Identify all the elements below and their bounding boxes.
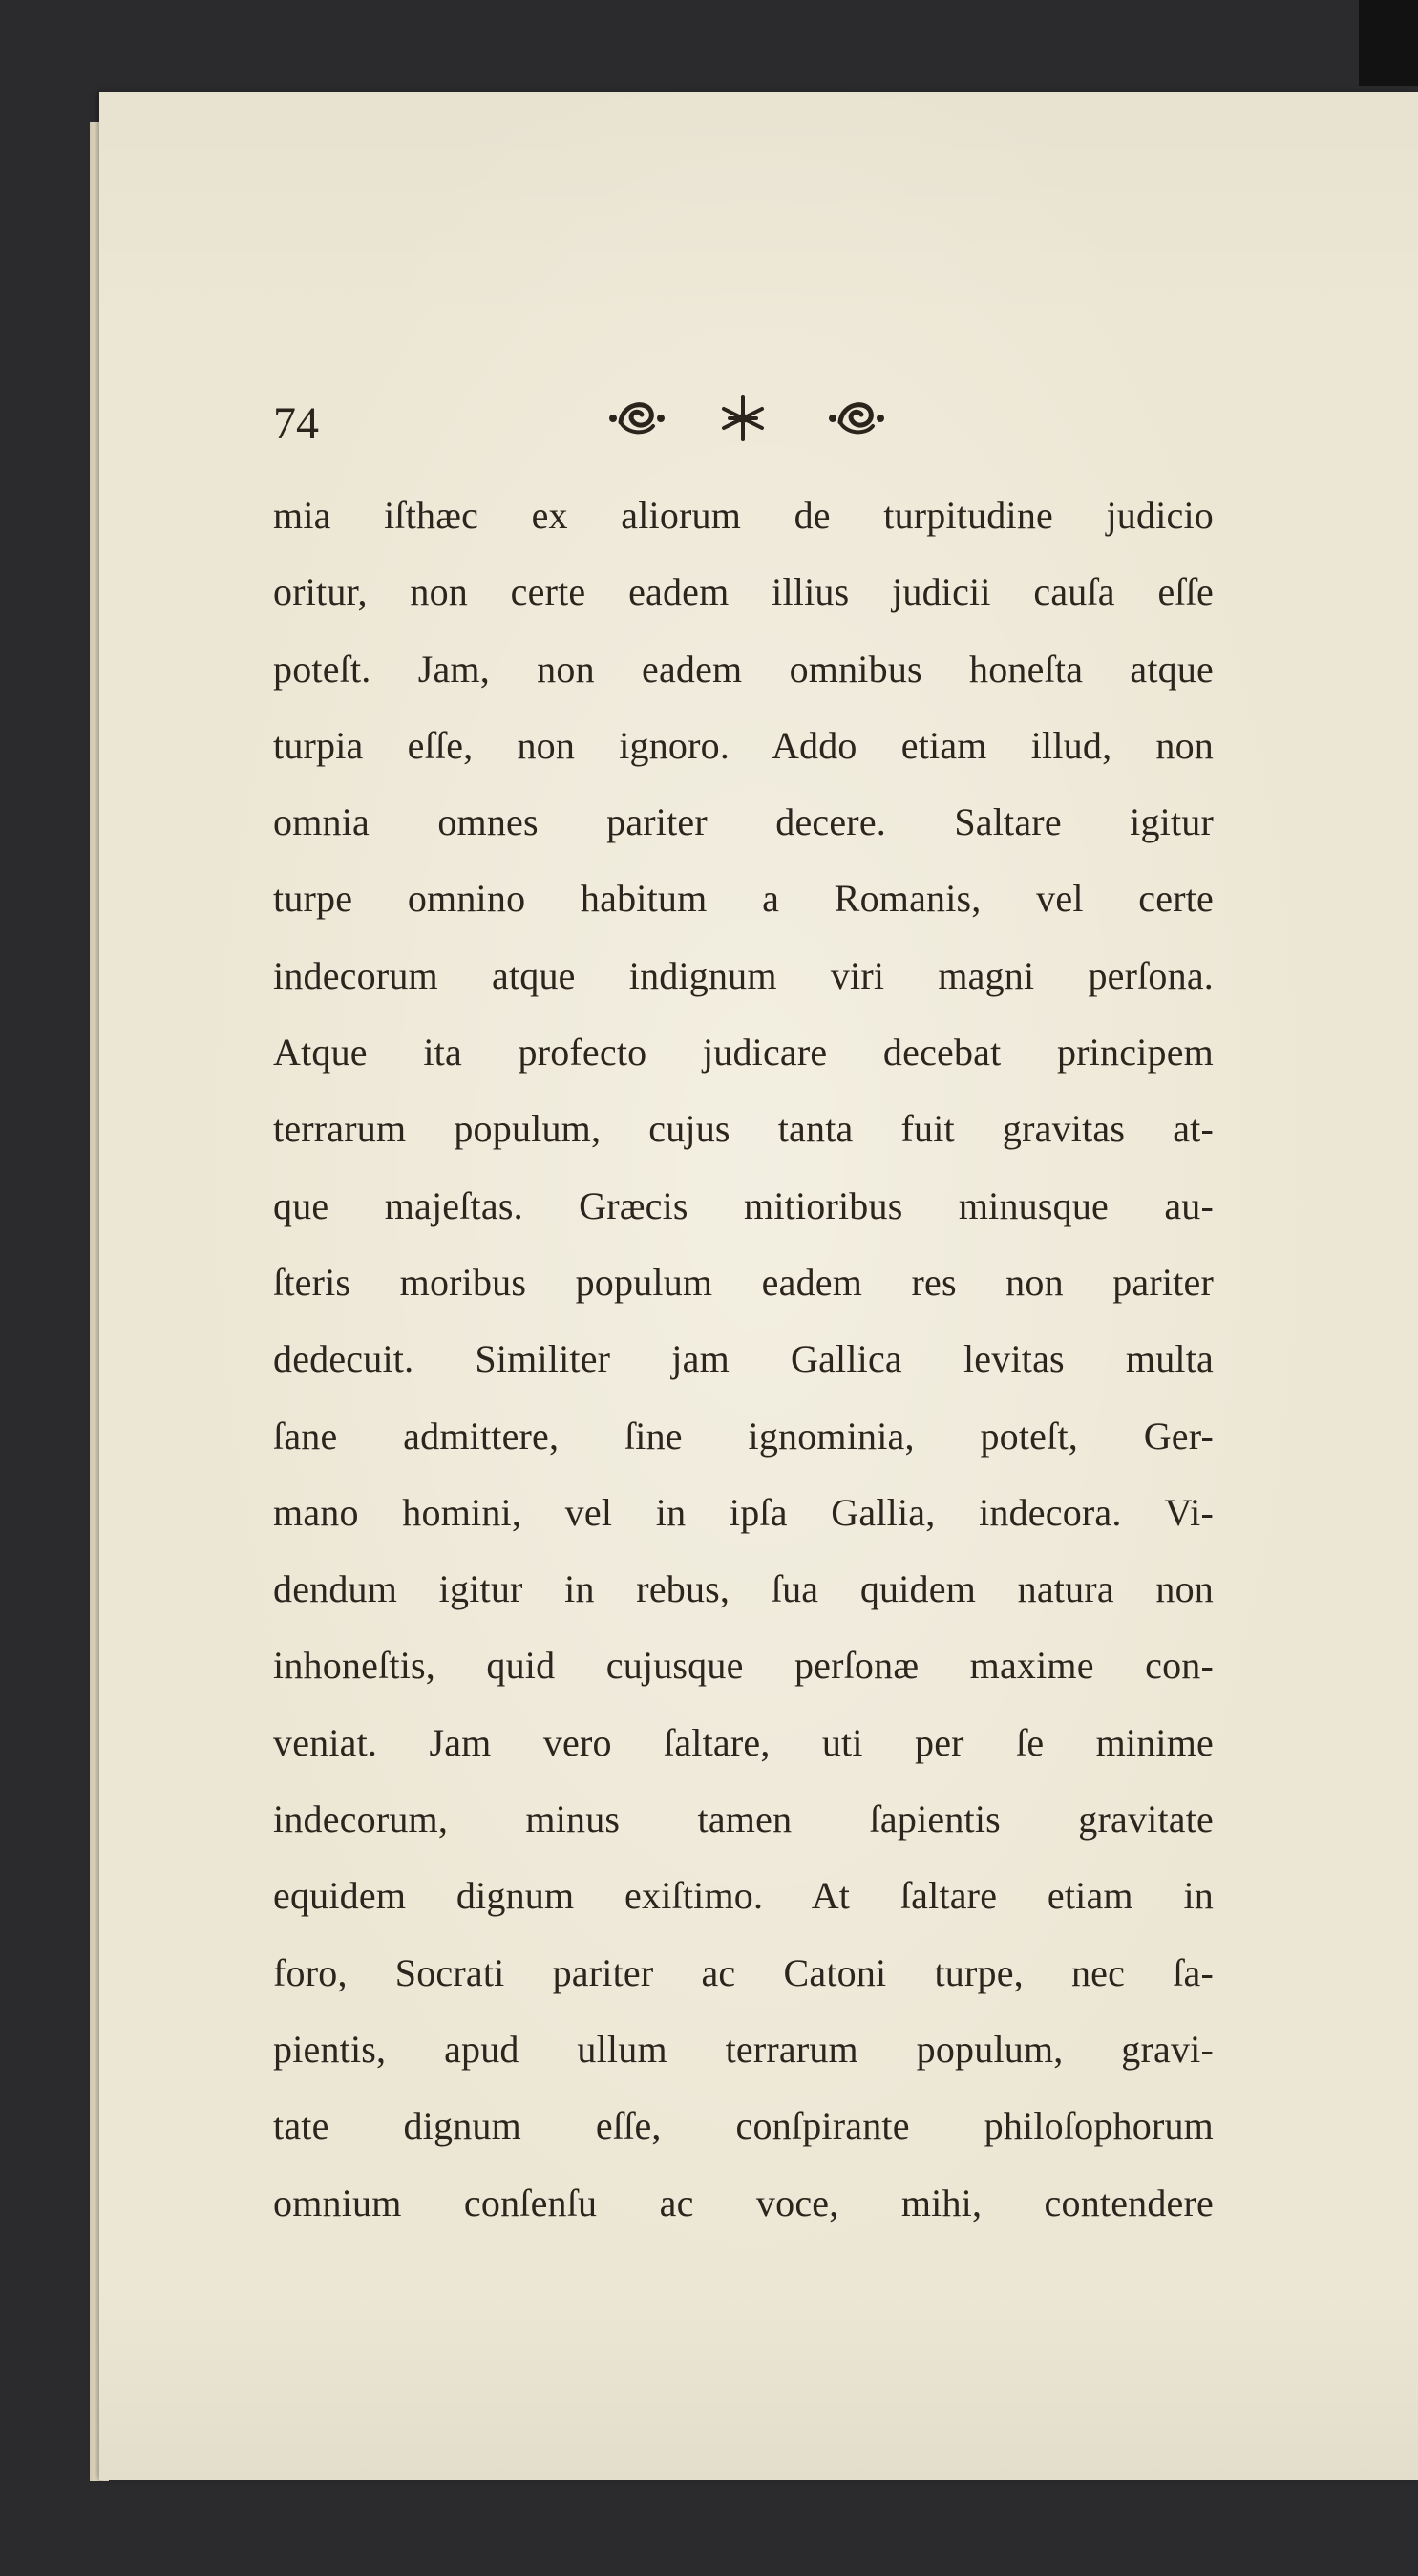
text-line: indecorum, minus tamen ſapientis gravitate (273, 1798, 1214, 1842)
scan-background-corner (1359, 0, 1418, 86)
right-scroll-ornament-icon (823, 392, 890, 449)
page-number: 74 (273, 398, 319, 449)
text-line: dedecuit. Similiter jam Gallica levitas multa (273, 1337, 1214, 1381)
left-scroll-ornament-icon (603, 392, 670, 449)
text-line: mano homini, vel in ipſa Gallia, indecora. Vi- (273, 1490, 1214, 1534)
text-line: tate dignum eſſe, conſpirante philoſophorum (273, 2104, 1214, 2148)
text-line: dendum igitur in rebus, ſua quidem natura non (273, 1567, 1214, 1611)
text-line: foro, Socrati pariter ac Catoni turpe, nec ſa- (273, 1950, 1214, 1994)
star-ornament-icon (716, 392, 770, 449)
text-line: ſane admittere, ſine ignominia, poteſt, Ger- (273, 1414, 1214, 1458)
text-line: terrarum populum, cujus tanta fuit gravitas at- (273, 1107, 1214, 1151)
body-text (273, 478, 1214, 2242)
text-line: omnia omnes pariter decere. Saltare igitur (273, 800, 1214, 844)
text-line: que majeſtas. Græcis mitioribus minusque au- (273, 1183, 1214, 1227)
text-line: mia iſthæc ex aliorum de turpitudine judicio (273, 494, 1214, 537)
text-line: pientis, apud ullum terrarum populum, gravi- (273, 2027, 1214, 2071)
text-line: veniat. Jam vero ſaltare, uti per ſe minime (273, 1720, 1214, 1764)
text-line: equidem dignum exiſtimo. At ſaltare etiam in (273, 1874, 1214, 1918)
text-line: oritur, non certe eadem illius judicii cauſa eſſe (273, 570, 1214, 614)
text-line: poteſt. Jam, non eadem omnibus honeſta atque (273, 647, 1214, 691)
text-line: omnium conſenſu ac voce, mihi, contendere (273, 2181, 1214, 2225)
text-line: ſteris moribus populum eadem res non pariter (273, 1260, 1214, 1304)
text-line: turpe omnino habitum a Romanis, vel certe (273, 877, 1214, 921)
text-line: indecorum atque indignum viri magni perſona. (273, 953, 1214, 997)
text-line: Atque ita profecto judicare decebat principem (273, 1031, 1214, 1075)
text-line: turpia eſſe, non ignoro. Addo etiam illud, non (273, 723, 1214, 767)
text-line: inhoneſtis, quid cujusque perſonæ maxime con- (273, 1644, 1214, 1688)
